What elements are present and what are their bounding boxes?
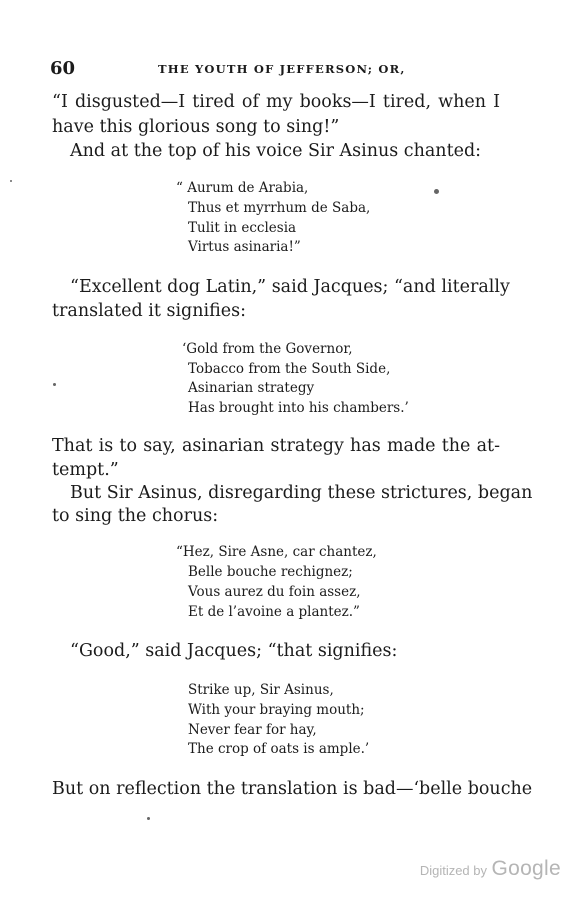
scan-speck <box>147 817 150 820</box>
text-line: translated it signifies: <box>52 301 247 321</box>
text-line: “Good,” said Jacques; “that signifies: <box>70 641 398 661</box>
text-line: But on reflection the translation is bad—‘belle bouche <box>52 779 533 799</box>
verse-line: Thus et myrrhum de Saba, <box>188 200 371 216</box>
verse-line: Tulit in ecclesia <box>188 220 297 236</box>
verse-line: ‘Gold from the Governor, <box>182 341 353 357</box>
verse-line: Has brought into his chambers.’ <box>188 400 409 416</box>
verse-line: Vous aurez du foin assez, <box>188 584 361 600</box>
verse-line: Tobacco from the South Side, <box>188 361 391 377</box>
verse-line: Et de l’avoine a plantez.” <box>188 604 360 620</box>
watermark-prefix: Digitized by <box>419 863 488 878</box>
digitization-watermark <box>420 857 561 881</box>
text-line: That is to say, asinarian strategy has made the at- <box>52 436 500 456</box>
running-head: THE YOUTH OF JEFFERSON; OR, <box>158 62 406 76</box>
verse-line: Asinarian strategy <box>188 380 315 396</box>
verse-line: “Hez, Sire Asne, car chantez, <box>176 544 377 560</box>
verse-line: Never fear for hay, <box>188 722 317 738</box>
scan-speck <box>434 189 439 194</box>
text-line: tempt.” <box>52 460 119 480</box>
verse-line: With your braying mouth; <box>188 702 365 718</box>
verse-line: Virtus asinaria!” <box>188 239 301 255</box>
text-line: to sing the chorus: <box>52 506 219 526</box>
text-line: And at the top of his voice Sir Asinus chanted: <box>70 141 482 161</box>
text-line: “I disgusted—I tired of my books—I tired, when I <box>52 92 500 112</box>
text-line: “Excellent dog Latin,” said Jacques; “and literally <box>70 277 510 297</box>
verse-line: Belle bouche rechignez; <box>188 564 353 580</box>
text-line: But Sir Asinus, disregarding these strictures, began <box>70 483 533 503</box>
verse-line: The crop of oats is ample.’ <box>188 741 370 757</box>
verse-line: Strike up, Sir Asinus, <box>188 682 334 698</box>
scan-speck <box>10 180 12 182</box>
scan-speck <box>53 383 56 386</box>
page-number: 60 <box>50 58 76 79</box>
text-line: have this glorious song to sing!” <box>52 117 340 137</box>
watermark-brand: Google <box>491 857 561 880</box>
page-header <box>50 58 520 80</box>
verse-line: “ Aurum de Arabia, <box>176 180 309 196</box>
